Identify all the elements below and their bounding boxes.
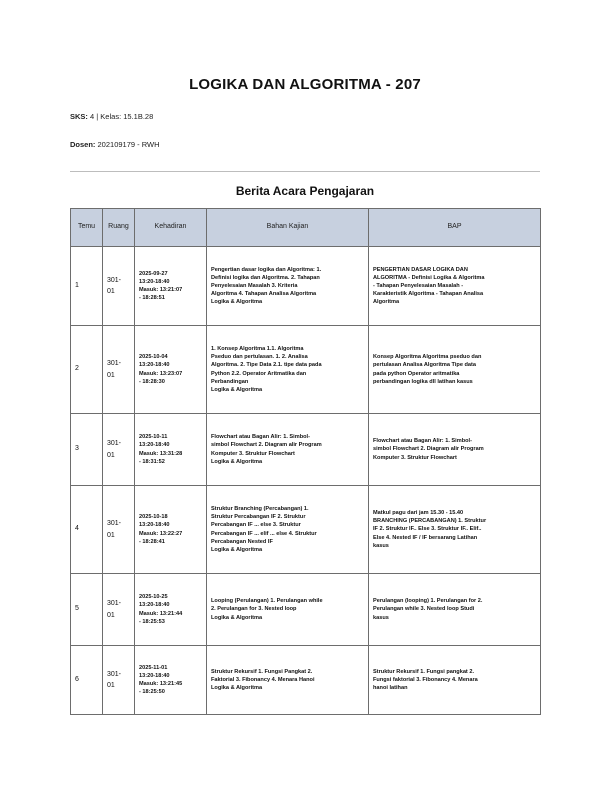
kehadiran-line: 13:20-18:40 [139, 362, 170, 369]
ruang-line: 301- [107, 600, 122, 608]
divider [70, 171, 540, 172]
sks-class-value: 4 | Kelas: 15.1B.28 [90, 112, 154, 121]
temu-cell: 3 [71, 414, 103, 486]
ruang-cell [103, 326, 135, 414]
kehadiran-line: 2025-11-01 [139, 664, 168, 671]
kehadiran-line: - 18:31:52 [139, 458, 165, 465]
ruang-cell [103, 574, 135, 646]
kehadiran-line: Masuk: 13:22:27 [139, 530, 183, 537]
kehadiran-line: 13:20-18:40 [139, 278, 170, 285]
bahan-kajian-cell [207, 414, 369, 486]
bahan-kajian-line: 1. Konsep Algoritma 1.1. Algoritma [211, 346, 304, 353]
ruang-line: 01 [107, 531, 115, 539]
bap-line: Komputer 3. Struktur Flowchart [373, 454, 457, 461]
bap-line: Fungsi faktorial 3. Fibonancy 4. Menara [373, 676, 478, 683]
temu-cell: 1 [71, 247, 103, 326]
bahan-kajian-line: Algoritma. 2. Tipe Data 2.1. tipe data pada [211, 362, 322, 369]
ruang-cell [103, 486, 135, 574]
bahan-kajian-line: Logika & Algoritma [211, 299, 263, 306]
ruang-line: 301- [107, 276, 122, 284]
header-bap: BAP [369, 209, 541, 247]
ruang-line: 01 [107, 371, 115, 379]
kehadiran-cell [135, 414, 207, 486]
kehadiran-line: 2025-10-11 [139, 434, 168, 441]
bahan-kajian-line: Flowchart atau Bagan Alir: 1. Simbol- [211, 434, 310, 441]
bap-line: - Tahapan Penyelesaian Masalah - [373, 282, 464, 289]
ruang-line: 01 [107, 682, 115, 689]
bahan-kajian-line: Struktur Branching (Percabangan) 1. [211, 506, 309, 513]
bap-line: perbandingan logika dll latihan kasus [373, 378, 473, 385]
bahan-kajian-line: simbol Flowchart 2. Diagram alir Program [211, 442, 322, 449]
bap-line: simbol Flowchart 2. Diagram alir Program [373, 446, 484, 453]
bahan-kajian-line: Logika & Algoritma [211, 458, 263, 465]
bahan-kajian-line: Struktur Rekursif 1. Fungsi Pangkat 2. [211, 668, 313, 675]
bap-line: kasus [373, 542, 389, 549]
bahan-kajian-line: Looping (Perulangan) 1. Perulangan while [211, 598, 323, 605]
temu-cell: 2 [71, 326, 103, 414]
header-bahan-kajian: Bahan Kajian [207, 209, 369, 247]
bap-line: Karakteristik Algoritma - Tahapan Analisa [373, 291, 484, 298]
table-row [71, 414, 541, 486]
bahan-kajian-line: Komputer 3. Struktur Flowchart [211, 450, 295, 457]
kehadiran-line: Masuk: 13:21:07 [139, 287, 183, 293]
bap-cell [369, 574, 541, 646]
bahan-kajian-line: Penyelesaian Masalah 3. Kriteria [211, 282, 298, 289]
bap-cell [369, 486, 541, 574]
dosen-label: Dosen: [70, 140, 96, 149]
bahan-kajian-line: 2. Perulangan for 3. Nested loop [211, 606, 297, 613]
kehadiran-line: 13:20-18:40 [139, 672, 170, 679]
teaching-record-table [70, 208, 541, 715]
ruang-cell [103, 414, 135, 486]
table-row [71, 574, 541, 646]
bahan-kajian-line: Logika & Algoritma [211, 386, 263, 393]
course-info [70, 112, 153, 121]
kehadiran-line: 2025-10-04 [139, 354, 168, 361]
kehadiran-line: 13:20-18:40 [139, 602, 170, 609]
kehadiran-line: 2025-10-25 [139, 594, 168, 601]
bap-line: Else 4. Nested IF / IF bersarang Latihan [373, 534, 478, 541]
bahan-kajian-line: Logika & Algoritma [211, 546, 263, 553]
header-kehadiran: Kehadiran [135, 209, 207, 247]
temu-cell: 4 [71, 486, 103, 574]
kehadiran-line: - 18:28:51 [139, 295, 165, 302]
ruang-line: 01 [107, 451, 115, 459]
bap-cell [369, 247, 541, 326]
bap-line: pertulasan Analisa Algoritma Tipe data [373, 362, 476, 369]
bahan-kajian-cell [207, 486, 369, 574]
bahan-kajian-line: Percabangan IF ... elif ... else 4. Struktur [211, 530, 317, 537]
temu-cell: 6 [71, 646, 103, 715]
section-title: Berita Acara Pengajaran [235, 184, 375, 198]
bap-line: BRANCHING (PERCABANGAN) 1. Struktur [373, 518, 487, 525]
temu-cell: 5 [71, 574, 103, 646]
table-row [71, 326, 541, 414]
lecturer-info [70, 140, 160, 149]
kehadiran-line: - 18:28:30 [139, 378, 165, 385]
kehadiran-line: Masuk: 13:23:07 [139, 370, 183, 377]
header-temu: Temu [71, 209, 103, 247]
table-row [71, 247, 541, 326]
bahan-kajian-line: Pengertian dasar logika dan Algoritma: 1. [211, 266, 322, 273]
header-ruang: Ruang [103, 209, 135, 247]
bap-line: ALGORITMA - Definisi Logika & Algoritma [373, 274, 485, 281]
kehadiran-line: Masuk: 13:31:28 [139, 450, 183, 457]
bap-line: PENGERTIAN DASAR LOGIKA DAN [373, 266, 468, 273]
bahan-kajian-cell [207, 646, 369, 715]
bahan-kajian-line: Faktorial 3. Fibonancy 4. Menara Hanoi [211, 676, 315, 683]
bap-line: Flowchart atau Bagan Alir: 1. Simbol- [373, 438, 472, 445]
bap-line: Algoritma [373, 299, 400, 306]
bap-line: IF 2. Struktur IF.. Else 3. Struktur IF.. Elif.. [373, 526, 482, 533]
ruang-line: 301- [107, 360, 122, 368]
kehadiran-cell [135, 574, 207, 646]
bahan-kajian-line: Python 2.2. Operator Aritmatika dan [211, 370, 307, 377]
table-row [71, 486, 541, 574]
ruang-line: 301- [107, 520, 122, 528]
bap-line: Perulangan (looping) 1. Perulangan for 2. [373, 598, 483, 605]
kehadiran-line: 2025-10-18 [139, 514, 168, 521]
bap-line: Perulangan while 3. Nested loop Studi [373, 606, 475, 613]
kehadiran-cell [135, 486, 207, 574]
dosen-value: 202109179 - RWH [97, 140, 160, 149]
ruang-line: 301- [107, 670, 122, 678]
ruang-cell [103, 646, 135, 715]
ruang-line: 301- [107, 440, 122, 448]
bahan-kajian-cell [207, 326, 369, 414]
bahan-kajian-line: Percabangan IF ... else 3. Struktur [211, 522, 301, 529]
bahan-kajian-cell [207, 247, 369, 326]
bap-line: hanoi latihan [373, 685, 408, 692]
kehadiran-line: - 18:28:41 [139, 538, 165, 545]
bap-line: Struktur Rekursif 1. Fungsi pangkat 2. [373, 668, 475, 675]
kehadiran-line: - 18:25:50 [139, 689, 165, 696]
kehadiran-line: 2025-09-27 [139, 270, 168, 277]
bahan-kajian-line: Pseduo dan pertulasan. 1. 2. Analisa [211, 354, 308, 361]
ruang-line: 01 [107, 611, 115, 619]
bap-line: kasus [373, 614, 389, 621]
kehadiran-line: 13:20-18:40 [139, 442, 170, 449]
bap-cell [369, 646, 541, 715]
table-header-row [71, 209, 541, 247]
bahan-kajian-line: Logika & Algoritma [211, 685, 263, 692]
page-title: LOGIKA DAN ALGORITMA - 207 [189, 76, 421, 93]
bahan-kajian-line: Struktur Percabangan IF 2. Struktur [211, 514, 306, 521]
sks-label: SKS: [70, 112, 88, 121]
bahan-kajian-cell [207, 574, 369, 646]
ruang-line: 01 [107, 288, 115, 295]
bahan-kajian-line: Definisi logika dan Algoritma. 2. Tahapan [211, 274, 320, 281]
bahan-kajian-line: Percabangan Nested IF [211, 538, 273, 545]
kehadiran-line: Masuk: 13:21:44 [139, 610, 183, 617]
kehadiran-line: Masuk: 13:21:45 [139, 681, 183, 687]
bap-cell [369, 414, 541, 486]
kehadiran-cell [135, 326, 207, 414]
bap-cell [369, 326, 541, 414]
kehadiran-line: - 18:25:53 [139, 618, 165, 625]
kehadiran-cell [135, 646, 207, 715]
kehadiran-cell [135, 247, 207, 326]
ruang-cell [103, 247, 135, 326]
kehadiran-line: 13:20-18:40 [139, 522, 170, 529]
bap-line: Matkul pagu dari jam 15.30 - 15.40 [373, 510, 464, 517]
bahan-kajian-line: Algoritma 4. Tahapan Analisa Algoritma [211, 291, 317, 298]
bap-line: Konsep Algoritma Algoritma pseduo dan [373, 354, 482, 361]
bahan-kajian-line: Logika & Algoritma [211, 614, 263, 621]
table-row [71, 646, 541, 715]
bahan-kajian-line: Perbandingan [211, 378, 249, 385]
bap-line: pada python Operator aritmatika [373, 370, 460, 377]
